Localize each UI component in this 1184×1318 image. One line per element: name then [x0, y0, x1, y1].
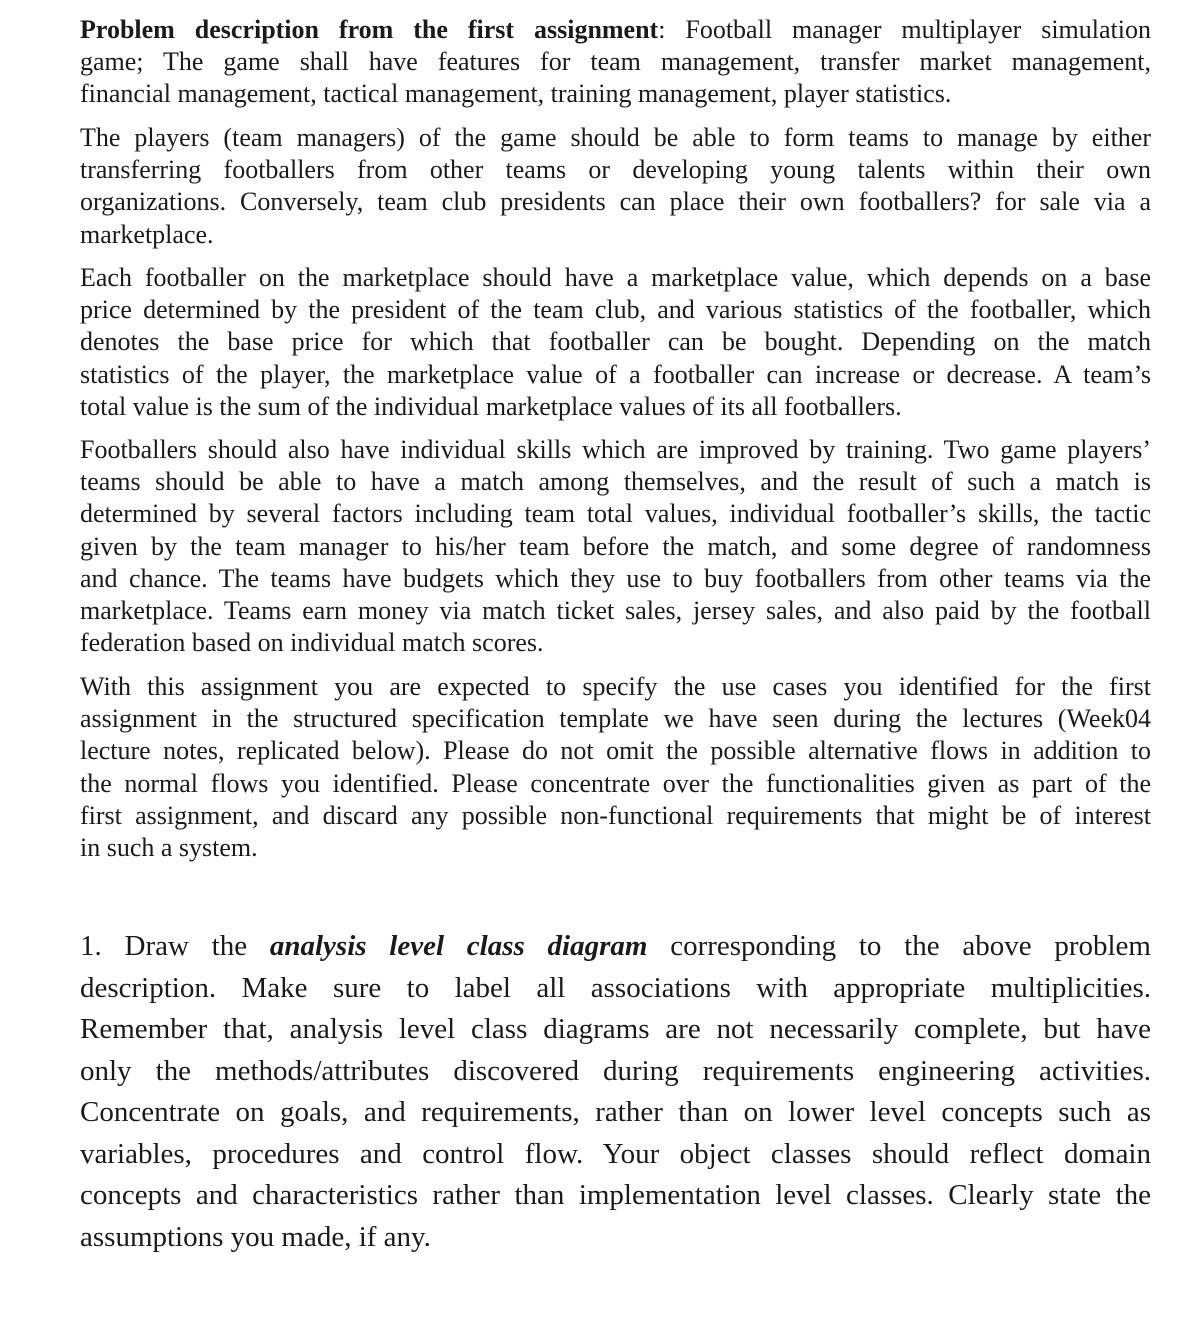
text-line: assignment in the structured specification template we have seen during the lectures (Week04: [80, 704, 1151, 734]
text-line: marketplace. Teams earn money via match ticket sales, jersey sales, and also paid by the football: [80, 595, 1151, 625]
text-line: marketplace.: [80, 219, 214, 249]
text-line: lecture notes, replicated below). Please do not omit the possible alternative flows in addition to: [80, 736, 1151, 766]
marketplace-paragraph: [80, 262, 1151, 423]
text-line: assumptions you made, if any.: [80, 1220, 431, 1253]
problem-description-heading: Problem description from the first assignment: [80, 15, 659, 44]
text-line: denotes the base price for which that footballer can be bought. Depending on the match: [80, 327, 1151, 357]
text-line: description. Make sure to label all associations with appropriate multiplicities.: [80, 971, 1151, 1004]
text-line: transferring footballers from other teams or developing young talents within their own: [80, 155, 1151, 185]
text-line: Each footballer on the marketplace should have a marketplace value, which depends on a base: [80, 263, 1151, 292]
text-line: only the methods/attributes discovered during requirements engineering activities.: [80, 1054, 1151, 1087]
text-line: teams should be able to have a match among themselves, and the result of such a match is: [80, 467, 1151, 497]
text-line: in such a system.: [80, 832, 258, 862]
text-line: [80, 14, 1151, 46]
question-1: [80, 926, 1151, 1258]
text-line: Remember that, analysis level class diagrams are not necessarily complete, but have: [80, 1013, 1151, 1045]
text-line: first assignment, and discard any possible non-functional requirements that might be of interest: [80, 800, 1151, 830]
text-fragment: : Football manager multiplayer simulation: [658, 15, 1151, 44]
text-line: statistics of the player, the marketplace value of a footballer can increase or decrease. A team’s: [80, 359, 1151, 389]
text-line: federation based on individual match scores.: [80, 628, 544, 658]
text-fragment: corresponding to the above problem: [647, 930, 1151, 962]
emphasis: analysis level class diagram: [269, 930, 648, 962]
text-line: The players (team managers) of the game should be able to form teams to manage by either: [80, 123, 1151, 152]
text-line: Footballers should also have individual skills which are improved by training. Two game players’: [80, 435, 1151, 464]
text-line: With this assignment you are expected to specify the use cases you identified for the first: [80, 672, 1151, 701]
text-line: [80, 926, 1151, 968]
text-line: Concentrate on goals, and requirements, rather than on lower level concepts such as: [80, 1096, 1151, 1128]
problem-description-paragraph: [80, 14, 1151, 111]
text-line: the normal flows you identified. Please concentrate over the functionalities given as part of the: [80, 768, 1151, 798]
text-line: price determined by the president of the team club, and various statistics of the footballer, which: [80, 295, 1151, 325]
text-line: financial management, tactical management, training management, player statistics.: [80, 79, 952, 109]
assignment-paragraph: [80, 671, 1151, 864]
text-line: determined by several factors including team total values, individual footballer’s skills, the tactic: [80, 499, 1151, 529]
text-line: concepts and characteristics rather than implementation level classes. Clearly state the: [80, 1179, 1151, 1211]
players-paragraph: [80, 122, 1151, 251]
text-line: total value is the sum of the individual marketplace values of its all footballers.: [80, 391, 902, 421]
text-line: and chance. The teams have budgets which they use to buy footballers from other teams via the: [80, 563, 1151, 593]
text-fragment: 1. Draw the: [80, 930, 270, 962]
text-line: game; The game shall have features for team management, transfer market management,: [80, 47, 1151, 77]
text-line: variables, procedures and control flow. Your object classes should reflect domain: [80, 1137, 1151, 1170]
text-line: organizations. Conversely, team club presidents can place their own footballers? for sale via a: [80, 187, 1151, 217]
text-line: given by the team manager to his/her team before the match, and some degree of randomness: [80, 531, 1151, 561]
skills-paragraph: [80, 434, 1151, 659]
